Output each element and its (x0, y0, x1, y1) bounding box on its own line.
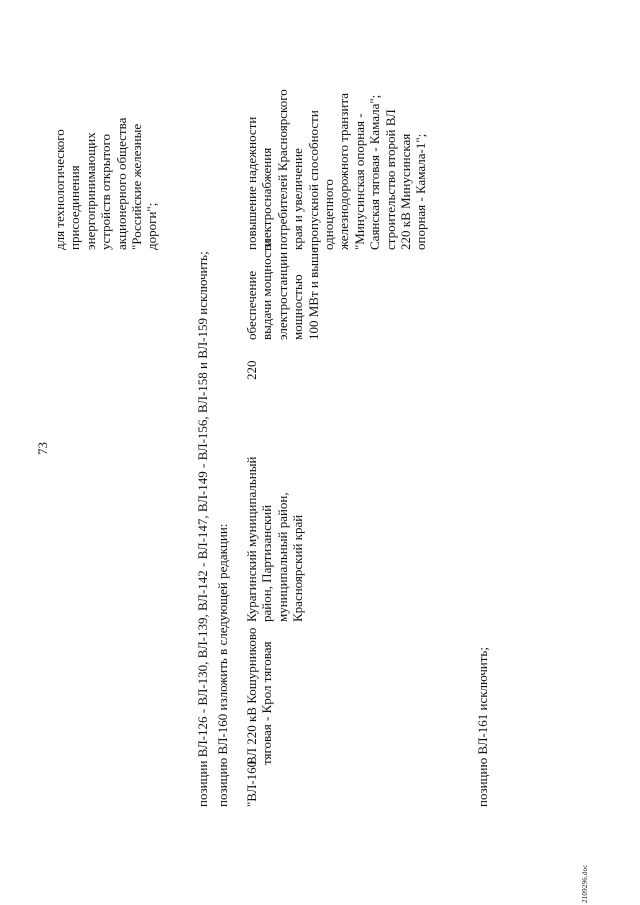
row-justification-line: пропускной способности (305, 110, 321, 250)
continuation-line: для технологического (52, 129, 67, 250)
continuation-line: присоединения (67, 165, 83, 250)
row-location-line: муниципальный район, (274, 492, 290, 622)
continuation-line: акционерного общества (113, 117, 129, 250)
instruction-exclude-position: позицию ВЛ-161 исключить; (475, 647, 490, 807)
row-name (244, 628, 275, 765)
continuation-text (52, 118, 160, 250)
row-justification-line: потребителей Красноярского (274, 89, 290, 250)
row-name-line: ВЛ 220 кВ Кошурниково (244, 627, 259, 765)
row-justification-line: электроснабжения (259, 147, 275, 250)
row-purpose-line: 100 МВт и выше (305, 247, 321, 340)
row-justification-line: края и увеличение (290, 148, 306, 250)
continuation-line: дороги"; (144, 202, 160, 250)
row-justification-line: железнодорожного транзита (336, 93, 352, 250)
page-number: 73 (35, 442, 50, 455)
continuation-line: энергопринимающих (82, 132, 98, 250)
row-purpose-line: мощностью (290, 274, 306, 340)
row-location-line: Курагинский муниципальный (244, 456, 259, 622)
instruction-exclude-positions: позиции ВЛ-126 - ВЛ-130, ВЛ-139, ВЛ-142 - ВЛ-147, ВЛ-149 - ВЛ-156, ВЛ-158 и ВЛ-159 исключить; (195, 251, 210, 807)
continuation-line: "Российские железные (129, 123, 145, 250)
row-location (244, 457, 306, 622)
row-code: "ВЛ-160 (244, 760, 259, 807)
row-justification-line: строительство второй ВЛ (382, 109, 398, 250)
row-purpose-line: выдачи мощности (259, 239, 275, 340)
footer-filename: 2109296.doc (581, 864, 589, 903)
row-location-line: район, Партизанский (259, 504, 275, 622)
row-justification-line: 220 кВ Минусинская (398, 133, 414, 250)
row-justification-line: опорная - Камала-1"; (413, 133, 429, 250)
row-voltage: 220 (244, 360, 259, 380)
row-justification-line: Саянская тяговая - Камала"; (367, 94, 383, 250)
row-purpose-line: электростанции (274, 251, 290, 340)
row-justification-line: одноцепного (321, 179, 337, 250)
row-purpose-line: обеспечение (244, 270, 259, 340)
instruction-restate-position: позицию ВЛ-160 изложить в следующей редакции: (215, 523, 230, 807)
continuation-line: устройств открытого (98, 134, 114, 250)
row-name-line: тяговая - Крол тяговая (259, 641, 275, 765)
row-location-line: Красноярский край (290, 514, 306, 622)
row-purpose (244, 240, 321, 340)
row-justification-line: повышение надежности (244, 116, 259, 250)
row-justification (244, 89, 429, 250)
row-justification-line: "Минусинская опорная - (351, 113, 367, 250)
